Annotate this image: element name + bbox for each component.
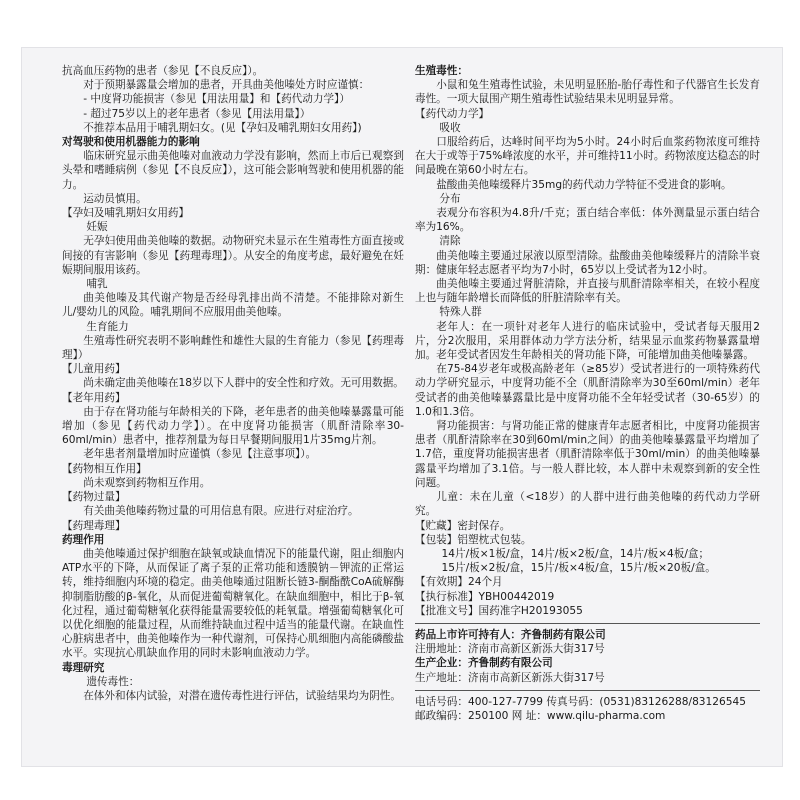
divider (415, 623, 760, 624)
paragraph: 【药物过量】 (62, 491, 126, 504)
section-heading: 对驾驶和使用机器能力的影响 (62, 136, 200, 149)
paragraph: 生殖毒性研究表明不影响雌性和雄性大鼠的生育能力（参见【药理毒理】） (62, 334, 404, 362)
paragraph: 【包装】铝塑枕式包装。 (415, 533, 532, 546)
paragraph: 【孕妇及哺乳期妇女用药】 (62, 207, 190, 220)
paragraph: 表观分布容积为4.8升/千克；蛋白结合率低：体外测量显示蛋白结合率为16%。 (415, 207, 760, 234)
paragraph: 【贮藏】密封保存。 (415, 519, 511, 532)
paragraph: 肾功能损害：与肾功能正常的健康青年志愿者相比，中度肾功能损害患者（肌酐清除率在30到60ml/min之间）的曲美他嗪暴露量平均增加了1.7倍，重度肾功能损害患者（肌酐清除率低于30ml/min）的曲美他嗪暴露量平均增加了3.1倍。与一般人群比较，本人群中未观察到新的安全性问题。 (415, 420, 760, 489)
paragraph: 【批准文号】国药准字H20193055 (415, 604, 583, 617)
paragraph: 盐酸曲美他嗪缓释片35mg的药代动力学特征不受进食的影响。 (436, 178, 732, 191)
right-column (415, 64, 760, 723)
paragraph: 儿童：未在儿童（<18岁）的人群中进行曲美他嗪的药代动力学研究。 (415, 491, 760, 518)
section-heading: 生产企业：齐鲁制药有限公司 (415, 657, 553, 670)
subsection-heading: 分布 (439, 192, 461, 205)
paragraph: - 中度肾功能损害（参见【用法用量】和【药代动力学】） (83, 93, 350, 106)
paragraph: 运动员慎用。 (83, 192, 147, 205)
paragraph: 曲美他嗪主要通过肾脏清除，并直接与肌酐清除率相关，在较小程度上也与随年龄增长而降低的肝脏清除率有关。 (415, 278, 760, 305)
subsection-heading: 生育能力 (86, 320, 129, 333)
subsection-heading: 妊娠 (86, 221, 108, 234)
paragraph: 曲美他嗪主要通过尿液以原型清除。盐酸曲美他嗪缓释片的清除半衰期：健康年轻志愿者平均为7小时，65岁以上受试者为12小时。 (415, 249, 760, 276)
subsection-heading: 哺乳 (86, 278, 108, 291)
paragraph: 【药理毒理】 (62, 519, 126, 532)
paragraph: 口服给药后，达峰时间平均为5小时。24小时后血浆药物浓度可维持在大于或等于75%峰浓度的水平，并可维持11小时。药物浓度达稳态的时间最晚在第60小时左右。 (415, 136, 760, 177)
paragraph: 【执行标准】YBH00442019 (415, 590, 555, 603)
paragraph: 【老年用药】 (62, 391, 126, 404)
paragraph: 尚未确定曲美他嗪在18岁以下人群中的安全性和疗效。无可用数据。 (83, 377, 404, 390)
paragraph: 15片/板×2板/盒，15片/板×4板/盒，15片/板×20板/盒。 (441, 562, 716, 575)
left-column (62, 64, 404, 703)
paragraph: 【儿童用药】 (62, 363, 126, 376)
paragraph: 14片/板×1板/盒，14片/板×2板/盒，14片/板×4板/盒； (441, 547, 710, 560)
paragraph: 尚未观察到药物相互作用。 (83, 476, 211, 489)
paragraph: 电话号码：400-127-7799 传真号码：(0531)83126288/83126545 (415, 695, 746, 708)
paragraph: 无孕妇使用曲美他嗪的数据。动物研究未显示在生殖毒性方面直接或间接的有害影响（参见【药理毒理】）。从安全的角度考虑，最好避免在妊娠期间服用该药。 (62, 235, 404, 276)
contact-info (415, 695, 760, 723)
paragraph: 曲美他嗪通过保护细胞在缺氧或缺血情况下的能量代谢，阻止细胞内ATP水平的下降，从而保证了离子泵的正常功能和透膜钠－钾流的正常运转，维持细胞内环境的稳定。曲美他嗪通过阻断长链3-酮酯酰CoA硫解酶抑制脂肪酸的β-氧化，从而促进葡萄糖氧化。在缺血细胞中，相比于β-氧化过程，通过葡萄糖氧化获得能量需要较低的耗氧量。增强葡萄糖氧化可以优化细胞的能量过程，从而维持缺血过程中适当的能量代谢。在缺血性心脏病患者中，曲美他嗪作为一种代谢剂，可保持心肌细胞内高能磷酸盐水平。实现抗心肌缺血作用的同时未影响血液动力学。 (62, 547, 404, 660)
subsection-heading: 特殊人群 (439, 306, 482, 319)
subsection-heading: 遗传毒性： (86, 675, 140, 688)
paragraph: 有关曲美他嗪药物过量的可用信息有限。应进行对症治疗。 (83, 505, 359, 518)
section-heading: 毒理研究 (62, 661, 105, 674)
paragraph: 【药物相互作用】 (62, 462, 147, 475)
paragraph: 【药代动力学】 (415, 107, 490, 120)
paragraph: 由于存在肾功能与年龄相关的下降，老年患者的曲美他嗪暴露量可能增加（参见【药代动力学】）。在中度肾功能损害（肌酐清除率30-60ml/min）患者中，推荐剂量为每日早餐期间服用1片35mg片剂。 (62, 405, 404, 447)
section-heading: 药理作用 (62, 533, 105, 546)
paragraph: 【有效期】24个月 (415, 576, 503, 589)
subsection-heading: 吸收 (439, 121, 461, 134)
paragraph: 小鼠和兔生殖毒性试验，未见明显胚胎-胎仔毒性和子代器官生长发育毒性。一项大鼠围产期生殖毒性试验结果未见明显异常。 (415, 79, 760, 106)
paragraph: 在75-84岁老年或极高龄老年（≥85岁）受试者进行的一项特殊药代动力学研究显示，中度肾功能不全（肌酐清除率为30至60ml/min）老年受试者的曲美他嗪暴露量比是中度肾功能不全年轻受试者（30-65岁）的1.0和1.3倍。 (415, 363, 760, 418)
paragraph: 对于预期暴露量会增加的患者，开具曲美他嗪处方时应谨慎： (83, 79, 370, 92)
paragraph: 老年人：在一项针对老年人进行的临床试验中，受试者每天服用2片，分2次服用，采用群体动力学方法分析，结果显示血浆药物暴露量增加。老年受试者因发生年龄相关的肾功能下降，可能增加曲美他嗪暴露。 (415, 320, 760, 362)
paragraph: 抗高血压药物的患者（参见【不良反应】）。 (62, 65, 264, 77)
divider (415, 690, 760, 691)
paragraph: 邮政编码：250100 网 址：www.qilu-pharma.com (415, 709, 666, 722)
paragraph: 生产地址：济南市高新区新泺大街317号 (415, 671, 605, 684)
paragraph: 老年患者剂量增加时应谨慎（参见【注意事项】）。 (83, 448, 317, 461)
paragraph: 曲美他嗪及其代谢产物是否经母乳排出尚不清楚。不能排除对新生儿/婴幼儿的风险。哺乳期间不应服用曲美他嗪。 (62, 292, 404, 319)
paragraph: - 超过75岁以上的老年患者（参见【用法用量】） (83, 107, 311, 120)
section-heading: 生殖毒性： (415, 65, 468, 77)
paragraph: 不推荐本品用于哺乳期妇女。(见【孕妇及哺乳期妇女用药】) (83, 121, 362, 134)
subsection-heading: 清除 (439, 235, 461, 248)
paragraph: 临床研究显示曲美他嗪对血液动力学没有影响，然而上市后已观察到头晕和嗜睡病例（参见【不良反应】），这可能会影响驾驶和使用机器的能力。 (62, 150, 404, 191)
company-info (415, 628, 760, 685)
section-heading: 药品上市许可持有人：齐鲁制药有限公司 (415, 628, 606, 641)
paragraph: 注册地址：济南市高新区新泺大街317号 (415, 643, 605, 656)
paragraph: 在体外和体内试验，对潜在遗传毒性进行评估，试验结果均为阴性。 (83, 689, 401, 702)
